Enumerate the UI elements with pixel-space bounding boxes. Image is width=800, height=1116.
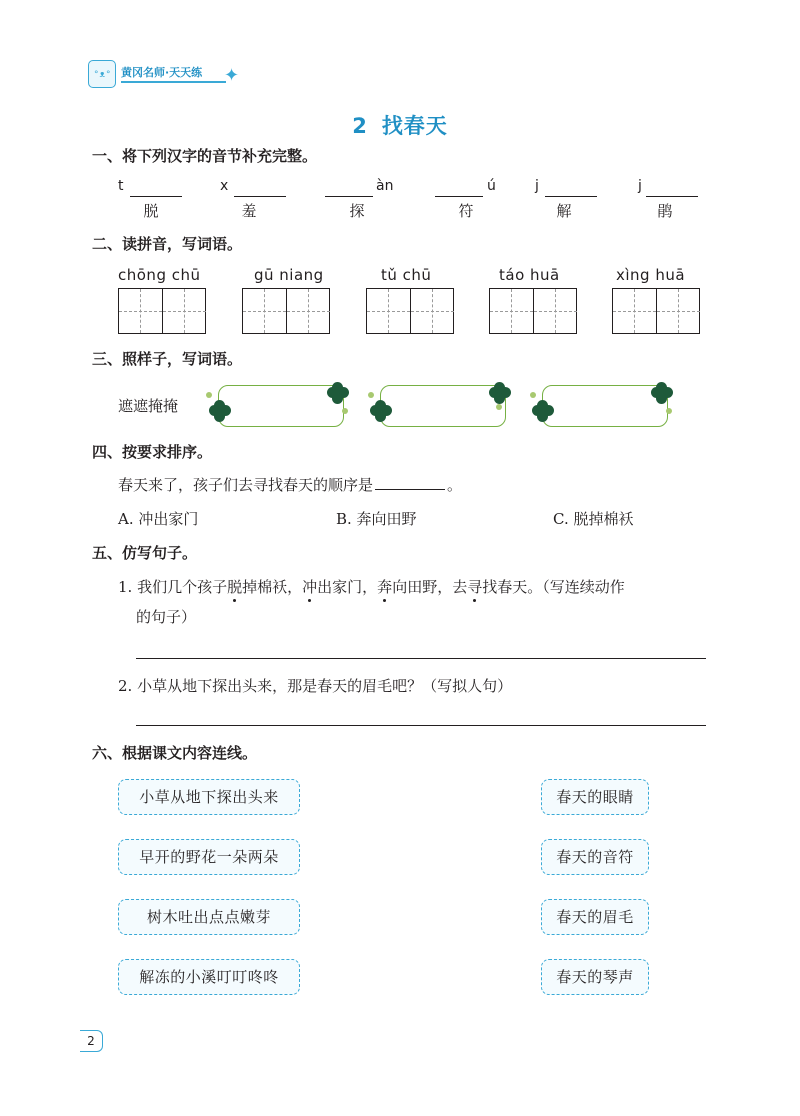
answer-line[interactable]	[130, 196, 182, 197]
sentence-2: 2. 小草从地下探出头来，那是春天的眉毛吧？（写拟人句）	[118, 677, 513, 695]
match-right-item[interactable]: 春天的眼睛	[541, 779, 649, 815]
pinyin-label: chōng chū	[118, 266, 201, 284]
sentence-1: 1. 我们几个孩子脱掉棉袄，冲出家门，奔向田野，去寻找春天。（写连续动作	[118, 578, 625, 596]
pinyin-label: gū niang	[254, 266, 324, 284]
q4-heading: 四、按要求排序。	[92, 443, 213, 461]
match-right-item[interactable]: 春天的眉毛	[541, 899, 649, 935]
option-a: A. 冲出家门	[118, 510, 199, 528]
page-title: 2 找春天	[352, 114, 448, 138]
pinyin-label: xìng huā	[616, 266, 686, 284]
sprout-icon	[666, 408, 672, 414]
sparkle-icon: ✦	[224, 65, 240, 86]
q1-heading: 一、将下列汉字的音节补充完整。	[92, 147, 318, 165]
writing-grid[interactable]	[612, 288, 700, 334]
answer-blank[interactable]	[375, 475, 445, 490]
clover-icon	[651, 382, 673, 404]
match-left-item[interactable]: 树木吐出点点嫩芽	[118, 899, 300, 935]
brand-underline	[121, 81, 226, 83]
q2-heading: 二、读拼音，写词语。	[92, 235, 243, 253]
q4-prompt: 春天来了，孩子们去寻找春天的顺序是 。	[118, 476, 463, 494]
clover-icon	[327, 382, 349, 404]
option-b: B. 奔向田野	[336, 510, 417, 528]
brand-header	[88, 60, 248, 92]
writing-grid[interactable]	[242, 288, 330, 334]
answer-frame[interactable]	[380, 385, 506, 427]
writing-grid[interactable]	[366, 288, 454, 334]
brand-title: 黄冈名师·天天练	[121, 66, 203, 79]
clover-icon	[532, 400, 554, 422]
match-right-item[interactable]: 春天的琴声	[541, 959, 649, 995]
answer-frame[interactable]	[218, 385, 344, 427]
pinyin-label: tǔ chū	[381, 266, 432, 284]
answer-line[interactable]	[435, 196, 483, 197]
answer-line[interactable]	[234, 196, 286, 197]
clover-icon	[370, 400, 392, 422]
writing-grid[interactable]	[489, 288, 577, 334]
q6-heading: 六、根据课文内容连线。	[92, 744, 258, 762]
match-left-item[interactable]: 早开的野花一朵两朵	[118, 839, 300, 875]
option-c: C. 脱掉棉袄	[553, 510, 634, 528]
clover-icon	[489, 382, 511, 404]
clover-icon	[209, 400, 231, 422]
sprout-icon	[368, 392, 374, 398]
sprout-icon	[206, 392, 212, 398]
sprout-icon	[342, 408, 348, 414]
answer-line[interactable]	[646, 196, 698, 197]
sentence-1-cont: 的句子）	[136, 608, 197, 626]
answer-frame[interactable]	[542, 385, 668, 427]
q3-heading: 三、照样子，写词语。	[92, 350, 243, 368]
answer-line[interactable]	[325, 196, 373, 197]
match-right-item[interactable]: 春天的音符	[541, 839, 649, 875]
sprout-icon	[496, 404, 502, 410]
example-word: 遮遮掩掩	[118, 397, 179, 415]
match-left-item[interactable]: 解冻的小溪叮叮咚咚	[118, 959, 300, 995]
bear-logo-icon: °ᴥ°	[88, 60, 116, 88]
sprout-icon	[530, 392, 536, 398]
writing-grid[interactable]	[118, 288, 206, 334]
answer-line[interactable]	[136, 658, 706, 659]
match-left-item[interactable]: 小草从地下探出头来	[118, 779, 300, 815]
pinyin-label: táo huā	[499, 266, 560, 284]
q5-heading: 五、仿写句子。	[92, 544, 198, 562]
answer-line[interactable]	[545, 196, 597, 197]
page-number: 2	[80, 1030, 103, 1052]
answer-line[interactable]	[136, 725, 706, 726]
